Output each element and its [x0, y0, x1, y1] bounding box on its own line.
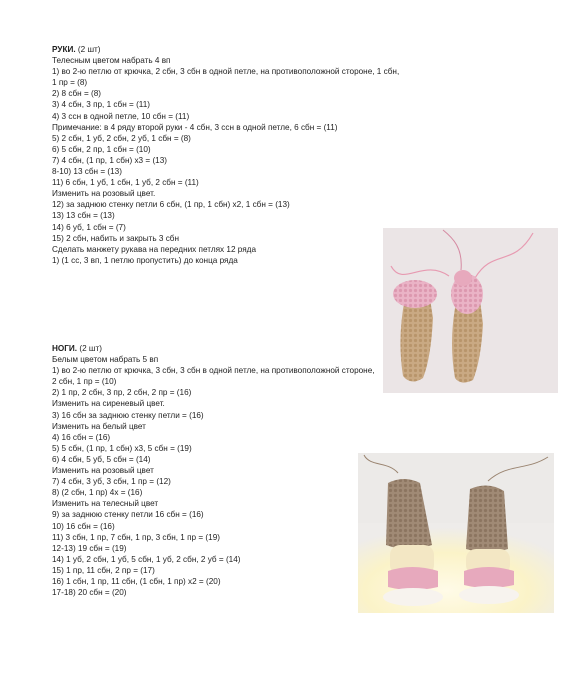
legs-instruction-line: 10) 16 сбн = (16)	[52, 521, 115, 531]
arms-instruction-line: 4) 3 ссн в одной петле, 10 сбн = (11)	[52, 111, 190, 121]
arms-instruction-line: 1 пр = (8)	[52, 78, 88, 88]
legs-instruction-line: 14) 1 уб, 2 сбн, 1 уб, 5 сбн, 1 уб, 2 сбн, 2 уб = (14)	[52, 554, 241, 564]
legs-instruction-line: 15) 1 пр, 11 сбн, 2 пр = (17)	[52, 565, 155, 575]
legs-instruction-line: 16) 1 сбн, 1 пр, 11 сбн, (1 сбн, 1 пр) х2 = (20)	[52, 576, 221, 586]
arms-instruction-line: 3) 4 сбн, 3 пр, 1 сбн = (11)	[52, 100, 151, 110]
legs-instruction-line: 4) 16 сбн = (16)	[52, 432, 111, 442]
legs-instruction-line: 17-18) 20 сбн = (20)	[52, 588, 127, 598]
arms-instruction-line: Телесным цветом набрать 4 вп	[52, 56, 171, 66]
legs-instruction-line: 6) 4 сбн, 5 уб, 5 сбн = (14)	[52, 454, 151, 464]
legs-instruction-line: Изменить на сиреневый цвет.	[52, 399, 165, 409]
arms-photo	[383, 228, 558, 393]
legs-instruction-line: 7) 4 сбн, 3 уб, 3 сбн, 1 пр = (12)	[52, 477, 171, 487]
legs-instruction-line: 8) (2 сбн, 1 пр) 4х = (16)	[52, 488, 143, 498]
arms-instruction-line: 5) 2 сбн, 1 уб, 2 сбн, 2 уб, 1 сбн = (8)	[52, 133, 191, 143]
arms-instruction-line: 1) во 2-ю петлю от крючка, 2 сбн, 3 сбн в одной петле, на противоположной стороне, 1 сбн,	[52, 67, 400, 77]
legs-instruction-line: 11) 3 сбн, 1 пр, 7 сбн, 1 пр, 3 сбн, 1 пр = (19)	[52, 532, 220, 542]
legs-instruction-line: Изменить на розовый цвет	[52, 466, 154, 476]
legs-instruction-line: 5) 5 сбн, (1 пр, 1 сбн) х3, 5 сбн = (19)	[52, 443, 192, 453]
arms-instruction-line: 11) 6 сбн, 1 уб, 1 сбн, 1 уб, 2 сбн = (11)	[52, 178, 199, 188]
arms-instruction-line: 2) 8 сбн = (8)	[52, 89, 102, 99]
legs-instruction-line: Изменить на белый цвет	[52, 421, 146, 431]
legs-instruction-line: 1) во 2-ю петлю от крючка, 3 сбн, 3 сбн в одной петле, на противоположной стороне,	[52, 366, 375, 376]
legs-photo-illustration	[358, 453, 554, 613]
arms-instruction-line: 14) 6 уб, 1 сбн = (7)	[52, 222, 126, 232]
arms-instruction-line: 1) (1 сс, 3 вп, 1 петлю пропустить) до конца ряда	[52, 255, 238, 265]
legs-instruction-line: 3) 16 сбн за заднюю стенку петли = (16)	[52, 410, 204, 420]
arms-heading	[52, 44, 552, 55]
legs-instruction-line: 9) за заднюю стенку петли 16 сбн = (16)	[52, 510, 204, 520]
legs-instruction-line: Белым цветом набрать 5 вп	[52, 355, 159, 365]
arms-photo-illustration	[383, 228, 558, 393]
arms-instruction-line: 12) за заднюю стенку петли 6 сбн, (1 пр, 1 сбн) х2, 1 сбн = (13)	[52, 200, 290, 210]
legs-photo	[358, 453, 554, 613]
legs-instruction-line: 12-13) 19 сбн = (19)	[52, 543, 127, 553]
arms-instruction-line: 8-10) 13 сбн = (13)	[52, 167, 122, 177]
legs-title: НОГИ.	[52, 344, 78, 353]
arms-instruction-line: Примечание: в 4 ряду второй руки - 4 сбн, 3 ссн в одной петле, 6 сбн = (11)	[52, 122, 338, 132]
legs-instruction-line: Изменить на телесный цвет	[52, 499, 159, 509]
arms-instruction-line: 6) 5 сбн, 2 пр, 1 сбн = (10)	[52, 144, 151, 154]
arms-instruction-line: Изменить на розовый цвет.	[52, 189, 156, 199]
arms-instruction-line: 13) 13 сбн = (13)	[52, 211, 115, 221]
legs-quantity: (2 шт)	[77, 344, 102, 353]
arms-instruction-line: 7) 4 сбн, (1 пр, 1 сбн) х3 = (13)	[52, 155, 168, 165]
legs-instruction-line: 2) 1 пр, 2 сбн, 3 пр, 2 сбн, 2 пр = (16)	[52, 388, 192, 398]
arms-instruction-line: 15) 2 сбн, набить и закрыть 3 сбн	[52, 233, 180, 243]
arms-title: РУКИ.	[52, 45, 76, 54]
arms-instruction-line: Сделать манжету рукава на передних петлях 12 ряда	[52, 244, 257, 254]
arms-quantity: (2 шт)	[75, 45, 101, 54]
legs-instruction-line: 2 сбн, 1 пр = (10)	[52, 377, 117, 387]
